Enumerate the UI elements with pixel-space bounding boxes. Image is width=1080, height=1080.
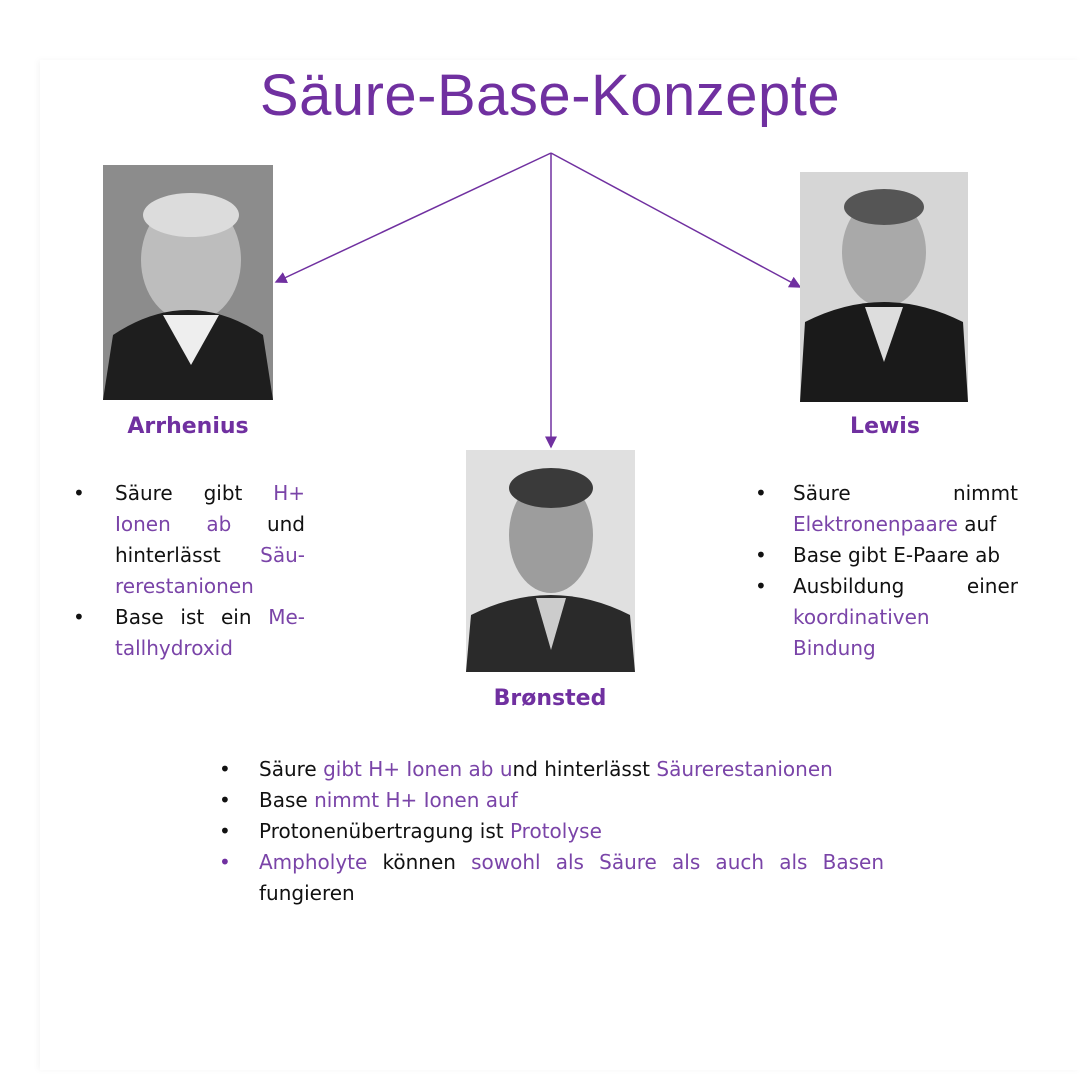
- bronsted-label: Brønsted: [493, 686, 607, 711]
- highlighted-text: sowohl als Säure als auch als Basen: [471, 850, 884, 874]
- highlighted-text: Protolyse: [509, 819, 602, 843]
- text: Ausbildung einer: [793, 574, 1018, 598]
- text: Säure nimmt: [793, 481, 1018, 505]
- lewis-list: [793, 478, 1018, 664]
- highlighted-text: Ampholyte: [259, 850, 368, 874]
- text: Base gibt E-Paare ab: [793, 543, 1001, 567]
- list-item: [259, 816, 884, 847]
- text: Säure gibt: [115, 481, 274, 505]
- highlighted-text: Elektronenpaare: [793, 512, 958, 536]
- highlighted-text: koordinativen Bindung: [793, 605, 930, 660]
- arrhenius-portrait: [103, 165, 273, 400]
- highlighted-text: gibt H+ Ionen ab u: [323, 757, 513, 781]
- bronsted-portrait: [466, 450, 635, 672]
- highlighted-text: Säu-rerestanionen: [115, 543, 305, 598]
- text: Base: [259, 788, 315, 812]
- list-item: [115, 478, 305, 602]
- text: Protonenübertragung ist: [259, 819, 510, 843]
- highlighted-text: nimmt H+ Ionen auf: [314, 788, 518, 812]
- text: fungieren: [259, 881, 355, 905]
- list-item: [259, 847, 884, 909]
- text: und hinterlässt: [115, 512, 305, 567]
- highlighted-text: H+ Ionen ab: [115, 481, 305, 536]
- list-item: [259, 754, 884, 785]
- text: auf: [957, 512, 997, 536]
- lewis-portrait: [800, 172, 968, 402]
- list-item: [793, 478, 1018, 540]
- arrhenius-list: [115, 478, 305, 664]
- page-title: Säure-Base-Konzepte: [259, 63, 841, 128]
- text: nd hinterlässt: [512, 757, 657, 781]
- text: Säure: [259, 757, 324, 781]
- list-item: [259, 785, 884, 816]
- list-item: [793, 571, 1018, 664]
- text: können: [367, 850, 472, 874]
- bronsted-list: [259, 754, 884, 909]
- lewis-label: Lewis: [850, 414, 920, 439]
- list-item: [115, 602, 305, 664]
- arrhenius-label: Arrhenius: [127, 414, 249, 439]
- text: Base ist ein: [115, 605, 269, 629]
- highlighted-text: Me-tallhydroxid: [115, 605, 305, 660]
- highlighted-text: Säurerestanionen: [656, 757, 833, 781]
- list-item: [793, 540, 1018, 571]
